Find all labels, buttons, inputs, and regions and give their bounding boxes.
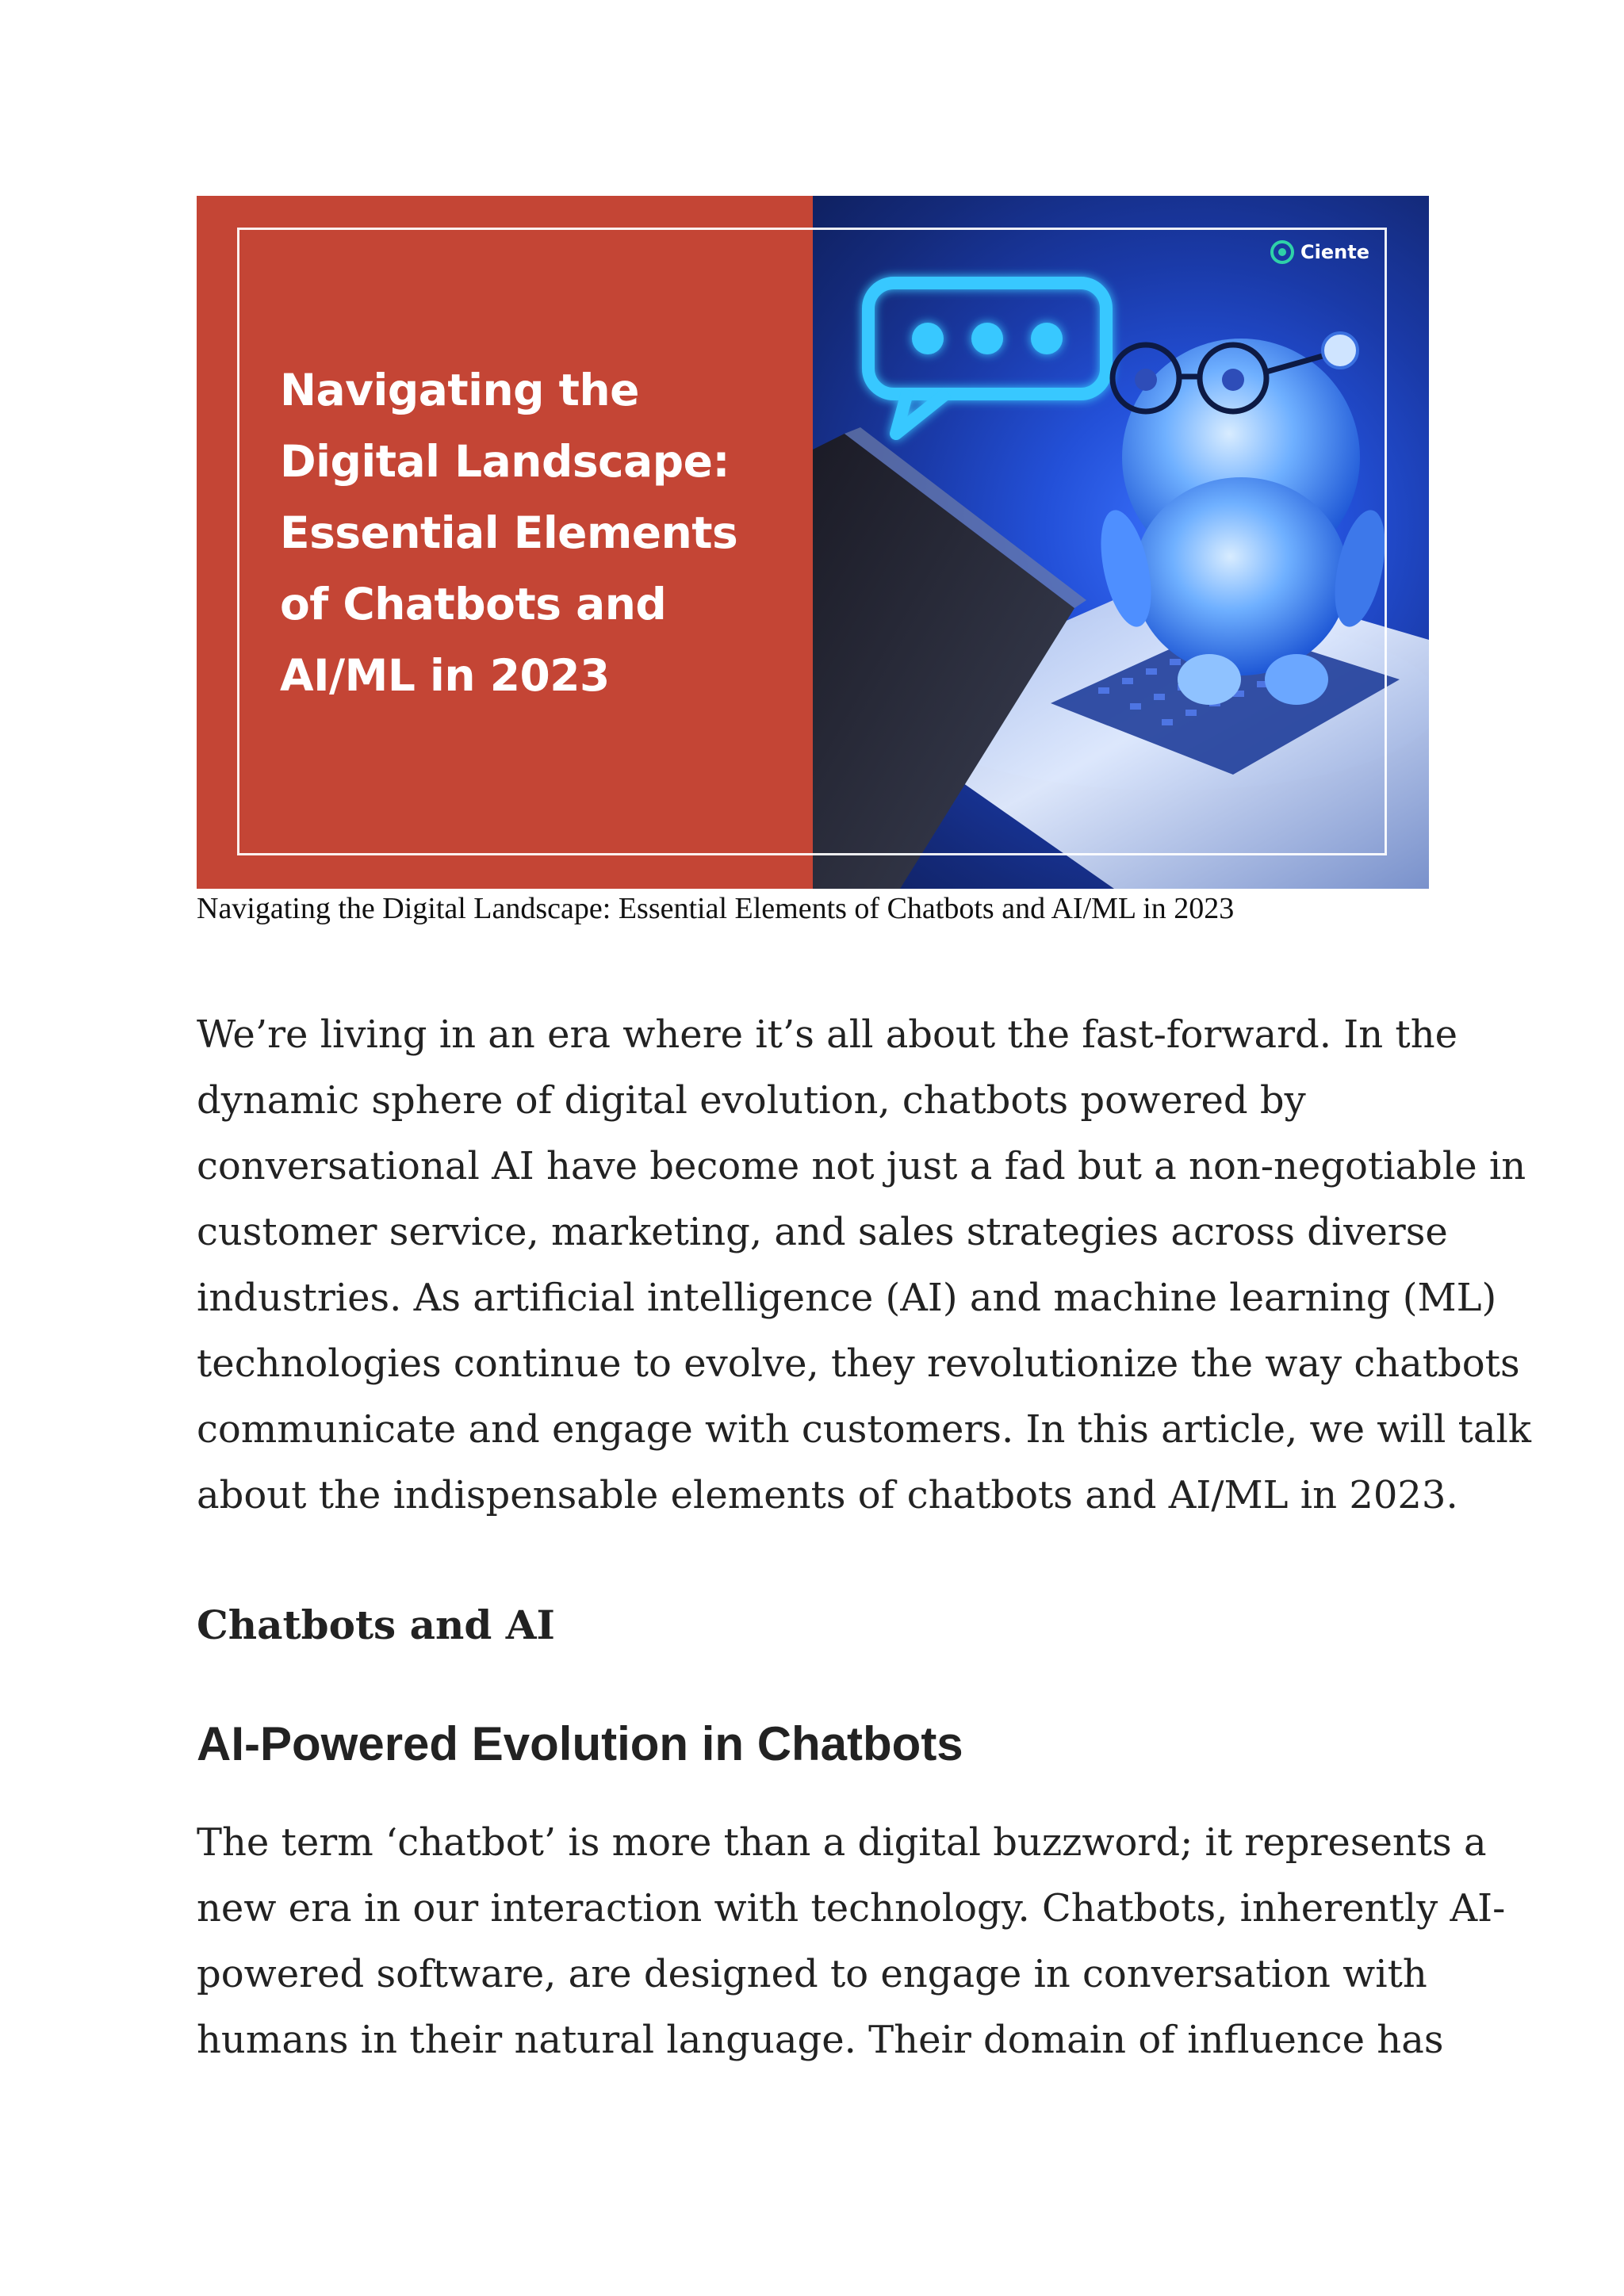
brand-logo <box>1270 240 1369 264</box>
hero-image <box>197 196 1429 889</box>
hero-title-line: of Chatbots and <box>280 579 667 629</box>
hero-right-panel <box>813 196 1429 889</box>
hero-title-line: Essential Elements <box>280 507 738 558</box>
paragraph-line: about the indispensable elements of chatbots and AI/ML in 2023. <box>197 1473 1458 1517</box>
paragraph-line: conversational AI have become not just a fad but a non-negotiable in <box>197 1144 1526 1188</box>
paragraph-line: The term ‘chatbot’ is more than a digital buzzword; it represents a <box>197 1820 1487 1865</box>
section-heading: AI-Powered Evolution in Chatbots <box>197 1717 963 1770</box>
paragraph-line: powered software, are designed to engage in conversation with <box>197 1952 1427 1996</box>
brand-name: Ciente <box>1300 241 1369 263</box>
chatbot-illustration <box>813 196 1429 889</box>
body-paragraph <box>197 1810 1506 2073</box>
hero-title-line: Navigating the <box>280 365 639 415</box>
paragraph-line: industries. As artificial intelligence (AI) and machine learning (ML) <box>197 1276 1497 1320</box>
hero-title-line: Digital Landscape: <box>280 436 730 487</box>
intro-paragraph <box>197 1002 1531 1529</box>
paragraph-line: humans in their natural language. Their domain of influence has <box>197 2018 1444 2062</box>
paragraph-line: We’re living in an era where it’s all about the fast-forward. In the <box>197 1012 1458 1057</box>
hero-title-line: AI/ML in 2023 <box>280 650 610 701</box>
paragraph-line: new era in our interaction with technology. Chatbots, inherently AI- <box>197 1886 1506 1931</box>
paragraph-line: communicate and engage with customers. In this article, we will talk <box>197 1407 1531 1452</box>
paragraph-line: technologies continue to evolve, they revolutionize the way chatbots <box>197 1341 1520 1386</box>
hero-title <box>280 354 772 711</box>
ciente-logo-icon <box>1270 240 1294 264</box>
image-caption: Navigating the Digital Landscape: Essential Elements of Chatbots and AI/ML in 2023 <box>197 892 1235 925</box>
paragraph-line: customer service, marketing, and sales strategies across diverse <box>197 1210 1448 1254</box>
paragraph-line: dynamic sphere of digital evolution, chatbots powered by <box>197 1078 1306 1123</box>
section-subheading: Chatbots and AI <box>197 1601 555 1648</box>
